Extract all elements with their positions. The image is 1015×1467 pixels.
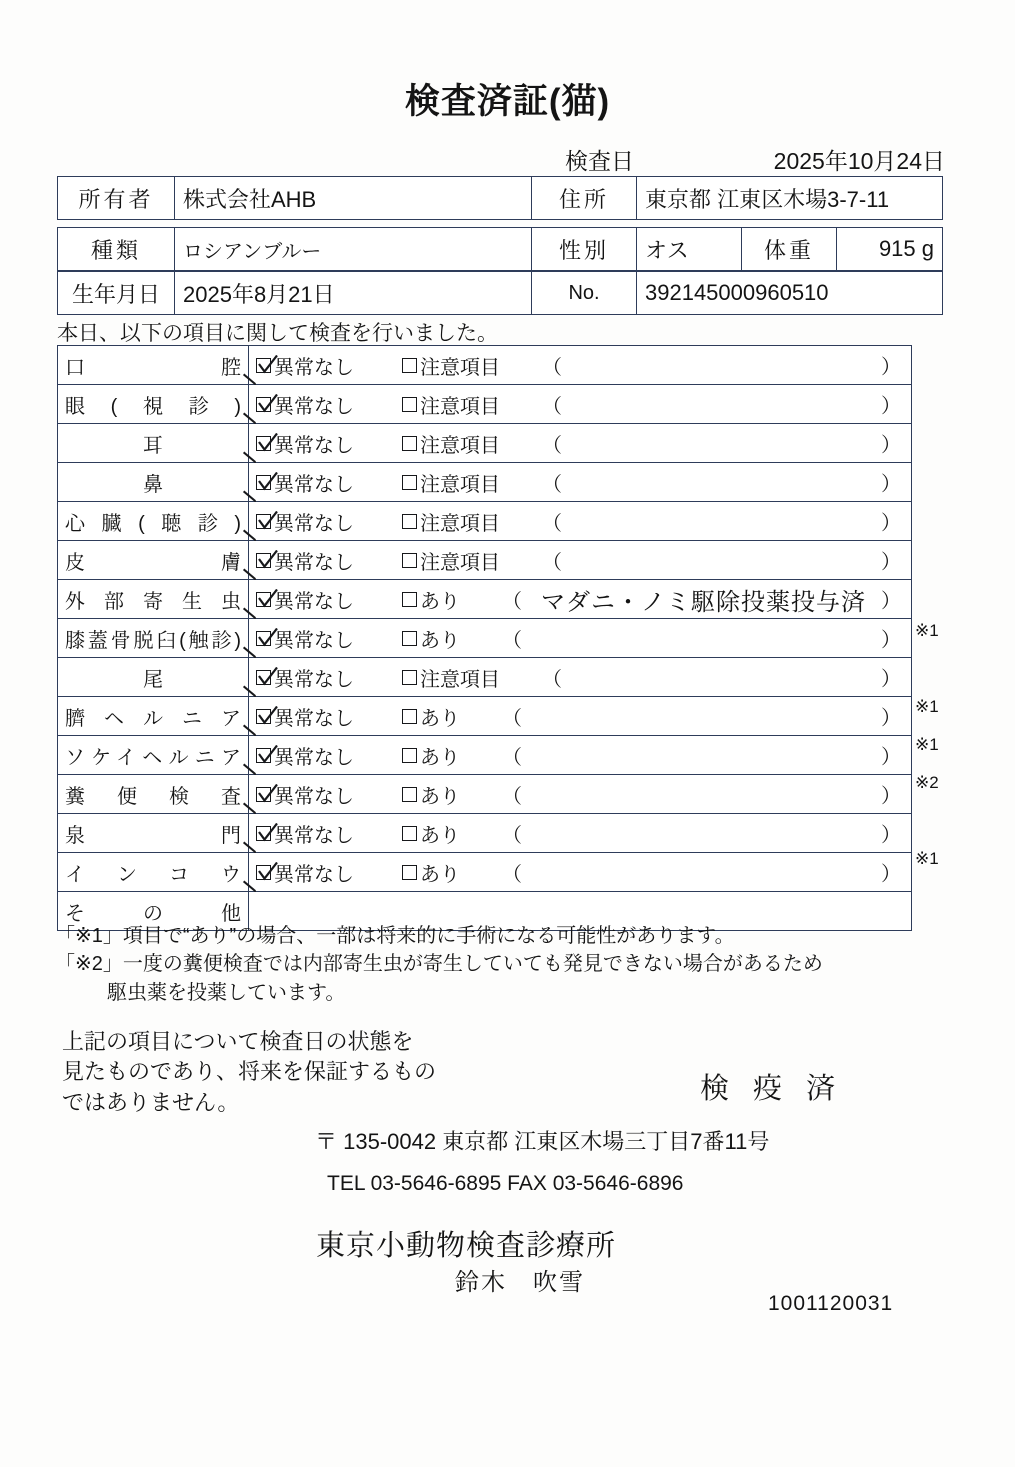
note-paren-open: （ bbox=[502, 590, 522, 613]
option-normal-label: 異常なし bbox=[274, 668, 354, 691]
checkbox-alternate[interactable] bbox=[402, 358, 417, 373]
checklist-item-label: 眼(視診) bbox=[58, 385, 249, 424]
checkbox-normal[interactable] bbox=[256, 514, 271, 529]
checkbox-normal[interactable] bbox=[256, 748, 271, 763]
sex-value: オス bbox=[637, 228, 742, 271]
disclaimer-line-1: 上記の項目について検査日の状態を bbox=[62, 1029, 414, 1054]
note-paren-close: ） bbox=[881, 356, 901, 379]
option-normal[interactable] bbox=[256, 468, 354, 497]
note-paren-open: （ bbox=[542, 668, 562, 691]
option-normal-label: 異常なし bbox=[274, 824, 354, 847]
option-normal-label: 異常なし bbox=[274, 746, 354, 769]
option-alternate[interactable] bbox=[402, 507, 500, 536]
clinic-name: 東京小動物検査診療所 bbox=[316, 1230, 617, 1262]
option-normal[interactable] bbox=[256, 663, 354, 692]
option-alternate[interactable] bbox=[402, 741, 460, 770]
checkbox-alternate[interactable] bbox=[402, 865, 417, 880]
option-alternate-label: あり bbox=[420, 785, 460, 808]
weight-label: 体重 bbox=[742, 228, 837, 271]
note-text[interactable]: マダニ・ノミ駆除投薬投与済 bbox=[541, 588, 866, 616]
option-normal-label: 異常なし bbox=[274, 473, 354, 496]
checklist-item-label: 耳 bbox=[58, 424, 249, 463]
checklist-row-body bbox=[249, 619, 912, 658]
footnote-marker: ※1 bbox=[915, 735, 939, 754]
breed-label: 種類 bbox=[58, 228, 175, 271]
option-alternate[interactable] bbox=[402, 351, 500, 380]
checklist-row-body bbox=[249, 346, 912, 385]
option-alternate-label: 注意項目 bbox=[420, 512, 500, 535]
option-alternate-label: あり bbox=[420, 707, 460, 730]
option-alternate-label: あり bbox=[420, 824, 460, 847]
option-alternate-label: あり bbox=[420, 746, 460, 769]
note-paren-close: ） bbox=[881, 668, 901, 691]
footnote-marker: ※2 bbox=[915, 773, 939, 792]
footnote-2: 「※2」一度の糞便検査では内部寄生虫が寄生していても発見できない場合があるため bbox=[55, 953, 823, 976]
checkbox-normal[interactable] bbox=[256, 709, 271, 724]
checklist-row-body bbox=[249, 658, 912, 697]
option-normal[interactable] bbox=[256, 780, 354, 809]
clinic-postal-address: 〒 135-0042 東京都 江東区木場三丁目7番11号 bbox=[315, 1129, 770, 1154]
note-paren-close: ） bbox=[881, 551, 901, 574]
checkbox-alternate[interactable] bbox=[402, 475, 417, 490]
note-paren-close: ） bbox=[881, 785, 901, 808]
intro-sentence: 本日、以下の項目に関して検査を行いました。 bbox=[57, 322, 498, 345]
checkbox-normal[interactable] bbox=[256, 397, 271, 412]
footnote-marker: ※1 bbox=[915, 849, 939, 868]
note-paren-close: ） bbox=[881, 434, 901, 457]
checklist-row-body bbox=[249, 424, 912, 463]
owner-value: 株式会社AHB bbox=[175, 177, 532, 220]
page-title: 検査済証(猫) bbox=[404, 82, 611, 121]
address-value: 東京都 江東区木場3-7-11 bbox=[637, 177, 943, 220]
checklist-row-body bbox=[249, 775, 912, 814]
inspection-date-value: 2025年10月24日 bbox=[773, 148, 945, 174]
checklist-item-label: 心臓(聴診) bbox=[58, 502, 249, 541]
note-paren-open: （ bbox=[542, 473, 562, 496]
sex-label: 性別 bbox=[532, 228, 637, 271]
option-alternate-label: 注意項目 bbox=[420, 356, 500, 379]
note-paren-open: （ bbox=[502, 746, 522, 769]
option-normal[interactable] bbox=[256, 741, 354, 770]
option-normal-label: 異常なし bbox=[274, 395, 354, 418]
checklist-row bbox=[58, 424, 912, 463]
note-paren-open: （ bbox=[502, 785, 522, 808]
checkbox-alternate[interactable] bbox=[402, 514, 417, 529]
checkbox-alternate[interactable] bbox=[402, 670, 417, 685]
checklist-item-label: 膝蓋骨脱臼(触診) bbox=[58, 619, 249, 658]
owner-label: 所有者 bbox=[58, 177, 175, 220]
checkbox-alternate[interactable] bbox=[402, 553, 417, 568]
checklist-row bbox=[58, 502, 912, 541]
birth-info-table bbox=[57, 271, 943, 315]
note-paren-open: （ bbox=[502, 707, 522, 730]
owner-info-table bbox=[57, 176, 943, 220]
option-alternate-label: 注意項目 bbox=[420, 668, 500, 691]
checkbox-normal[interactable] bbox=[256, 670, 271, 685]
option-normal[interactable] bbox=[256, 390, 354, 419]
checklist-row bbox=[58, 385, 912, 424]
disclaimer-line-3: ではありません。 bbox=[62, 1089, 240, 1115]
checklist-row-body bbox=[249, 502, 912, 541]
checklist-row bbox=[58, 658, 912, 697]
checkbox-alternate[interactable] bbox=[402, 787, 417, 802]
checklist-row bbox=[58, 736, 912, 775]
note-paren-close: ） bbox=[881, 473, 901, 496]
table-row bbox=[58, 228, 943, 271]
checklist-row-body bbox=[249, 580, 912, 619]
option-normal-label: 異常なし bbox=[274, 707, 354, 730]
checklist-row-body bbox=[249, 463, 912, 502]
checklist-row bbox=[58, 541, 912, 580]
option-alternate[interactable] bbox=[402, 819, 460, 848]
checkbox-alternate[interactable] bbox=[402, 631, 417, 646]
note-paren-open: （ bbox=[542, 434, 562, 457]
note-paren-close: ） bbox=[881, 707, 901, 730]
checkbox-alternate[interactable] bbox=[402, 826, 417, 841]
microchip-no-label: No. bbox=[532, 272, 637, 315]
footnote-marker: ※1 bbox=[915, 621, 939, 640]
checklist-item-label: ソケイヘルニア bbox=[58, 736, 249, 775]
option-alternate[interactable] bbox=[402, 663, 500, 692]
note-paren-open: （ bbox=[502, 824, 522, 847]
checklist-row bbox=[58, 853, 912, 892]
checkbox-normal[interactable] bbox=[256, 358, 271, 373]
option-normal[interactable] bbox=[256, 507, 354, 536]
checklist-row-body bbox=[249, 736, 912, 775]
option-normal[interactable] bbox=[256, 546, 354, 575]
checkbox-normal[interactable] bbox=[256, 592, 271, 607]
footnote-marker: ※1 bbox=[915, 697, 939, 716]
checklist-item-label: 糞便検査 bbox=[58, 775, 249, 814]
option-alternate[interactable] bbox=[402, 624, 460, 653]
checklist-item-label: その他 bbox=[58, 892, 249, 931]
option-alternate[interactable] bbox=[402, 390, 500, 419]
option-normal-label: 異常なし bbox=[274, 512, 354, 535]
option-alternate-label: 注意項目 bbox=[420, 434, 500, 457]
note-paren-open: （ bbox=[502, 629, 522, 652]
address-label: 住所 bbox=[532, 177, 637, 220]
option-alternate-label: 注意項目 bbox=[420, 395, 500, 418]
inspection-checklist-table bbox=[57, 345, 912, 931]
checkbox-normal[interactable] bbox=[256, 436, 271, 451]
checklist-item-label: 鼻 bbox=[58, 463, 249, 502]
checkbox-normal[interactable] bbox=[256, 826, 271, 841]
option-alternate-label: あり bbox=[420, 629, 460, 652]
checkbox-normal[interactable] bbox=[256, 787, 271, 802]
disclaimer-block bbox=[62, 1027, 482, 1118]
inspection-date-row bbox=[565, 143, 945, 176]
animal-info-table bbox=[57, 227, 943, 271]
checklist-row bbox=[58, 775, 912, 814]
option-normal-label: 異常なし bbox=[274, 590, 354, 613]
checklist-item-label: 口腔 bbox=[58, 346, 249, 385]
option-alternate[interactable] bbox=[402, 585, 460, 614]
microchip-no-value: 392145000960510 bbox=[637, 272, 943, 315]
option-normal[interactable] bbox=[256, 819, 354, 848]
checkbox-normal[interactable] bbox=[256, 475, 271, 490]
option-normal-label: 異常なし bbox=[274, 551, 354, 574]
note-paren-open: （ bbox=[502, 863, 522, 886]
checklist-item-label: 臍ヘルニア bbox=[58, 697, 249, 736]
note-paren-close: ） bbox=[881, 590, 901, 613]
checklist-row bbox=[58, 346, 912, 385]
note-paren-close: ） bbox=[881, 512, 901, 535]
breed-value: ロシアンブルー bbox=[175, 228, 532, 271]
note-paren-close: ） bbox=[881, 629, 901, 652]
checklist-row bbox=[58, 463, 912, 502]
note-paren-open: （ bbox=[542, 551, 562, 574]
checkbox-alternate[interactable] bbox=[402, 397, 417, 412]
checklist-row bbox=[58, 697, 912, 736]
checklist-item-label: インコウ bbox=[58, 853, 249, 892]
option-alternate[interactable] bbox=[402, 429, 500, 458]
checkbox-normal[interactable] bbox=[256, 553, 271, 568]
option-alternate[interactable] bbox=[402, 468, 500, 497]
checklist-row-body bbox=[249, 385, 912, 424]
doctor-name: 鈴木 吹雪 bbox=[455, 1269, 585, 1296]
option-normal-label: 異常なし bbox=[274, 629, 354, 652]
table-row bbox=[58, 272, 943, 315]
option-normal[interactable] bbox=[256, 429, 354, 458]
option-normal[interactable] bbox=[256, 585, 354, 614]
checklist-row bbox=[58, 580, 912, 619]
note-paren-close: ） bbox=[881, 824, 901, 847]
footnote-1: 「※1」項目で“あり”の場合、一部は将来的に手術になる可能性があります。 bbox=[55, 925, 735, 947]
option-normal[interactable] bbox=[256, 624, 354, 653]
option-alternate-label: あり bbox=[420, 863, 460, 886]
checklist-row-body bbox=[249, 697, 912, 736]
option-normal[interactable] bbox=[256, 858, 354, 887]
checklist-row-body bbox=[249, 853, 912, 892]
note-paren-close: ） bbox=[881, 863, 901, 886]
checkbox-normal[interactable] bbox=[256, 631, 271, 646]
weight-value: 915 g bbox=[837, 228, 943, 271]
birth-label: 生年月日 bbox=[58, 272, 175, 315]
checkbox-alternate[interactable] bbox=[402, 436, 417, 451]
option-alternate-label: 注意項目 bbox=[420, 551, 500, 574]
option-alternate-label: あり bbox=[420, 590, 460, 613]
checklist-item-label: 尾 bbox=[58, 658, 249, 697]
note-paren-close: ） bbox=[881, 746, 901, 769]
option-normal-label: 異常なし bbox=[274, 785, 354, 808]
checklist-item-label: 外部寄生虫 bbox=[58, 580, 249, 619]
note-paren-open: （ bbox=[542, 356, 562, 379]
checklist-row-body bbox=[249, 541, 912, 580]
option-normal-label: 異常なし bbox=[274, 863, 354, 886]
checklist-row bbox=[58, 619, 912, 658]
option-normal[interactable] bbox=[256, 702, 354, 731]
option-alternate[interactable] bbox=[402, 780, 460, 809]
disclaimer-line-2: 見たものであり、将来を保証するもの bbox=[62, 1059, 437, 1085]
option-alternate[interactable] bbox=[402, 702, 460, 731]
checklist-item-label: 泉門 bbox=[58, 814, 249, 853]
checkbox-alternate[interactable] bbox=[402, 592, 417, 607]
checklist-row-body bbox=[249, 814, 912, 853]
inspection-date-label: 検査日 bbox=[565, 148, 634, 174]
reference-number: 1001120031 bbox=[768, 1292, 894, 1315]
note-paren-open: （ bbox=[542, 395, 562, 418]
checkbox-alternate[interactable] bbox=[402, 709, 417, 724]
footnote-3: 駆虫薬を投薬しています。 bbox=[107, 981, 346, 1004]
option-alternate[interactable] bbox=[402, 858, 460, 887]
note-paren-close: ） bbox=[881, 395, 901, 418]
option-alternate-label: 注意項目 bbox=[420, 473, 500, 496]
quarantine-stamp: 検 疫 済 bbox=[700, 1073, 844, 1105]
checklist-row bbox=[58, 814, 912, 853]
checklist-item-label: 皮膚 bbox=[58, 541, 249, 580]
option-alternate[interactable] bbox=[402, 546, 500, 575]
checkbox-alternate[interactable] bbox=[402, 748, 417, 763]
clinic-tel-fax: TEL 03-5646-6895 FAX 03-5646-6896 bbox=[327, 1172, 684, 1195]
checkbox-normal[interactable] bbox=[256, 865, 271, 880]
option-normal[interactable] bbox=[256, 351, 354, 380]
option-normal-label: 異常なし bbox=[274, 356, 354, 379]
option-normal-label: 異常なし bbox=[274, 434, 354, 457]
footnotes-block bbox=[55, 922, 955, 1007]
note-paren-open: （ bbox=[542, 512, 562, 535]
table-row bbox=[58, 177, 943, 220]
birth-value: 2025年8月21日 bbox=[175, 272, 532, 315]
